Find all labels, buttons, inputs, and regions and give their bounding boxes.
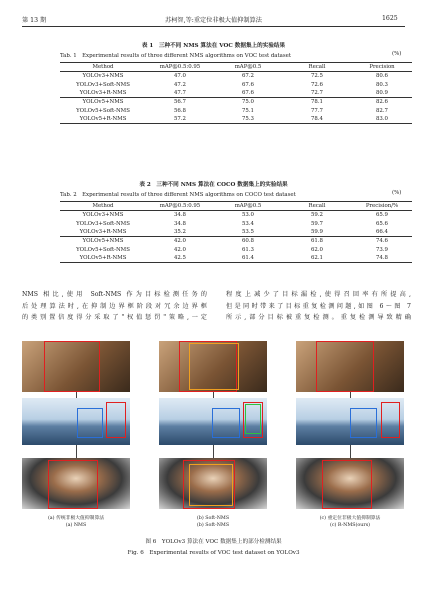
figure-caption-en: Fig. 6 Experimental results of VOC test dataset on YOLOv3 bbox=[127, 550, 300, 556]
value-cell: 42.0 bbox=[146, 237, 214, 246]
table2-header-recall: Recall bbox=[282, 202, 352, 211]
value-cell: 34.8 bbox=[173, 212, 186, 219]
table-row bbox=[60, 254, 412, 263]
value-cell: 53.5 bbox=[241, 228, 254, 235]
connector-line bbox=[350, 445, 351, 458]
table-row bbox=[60, 89, 412, 98]
sea-image-r-nms bbox=[296, 398, 404, 445]
person-image-r-nms bbox=[296, 458, 404, 509]
body-text-right bbox=[226, 289, 411, 324]
value-cell: 47.2 bbox=[173, 81, 186, 88]
method-cell: YOLOv3+R-NMS bbox=[79, 228, 127, 235]
value-cell: 59.9 bbox=[310, 228, 323, 235]
detection-box bbox=[350, 408, 377, 438]
subcaption-b bbox=[158, 515, 268, 529]
subcaption-c-cn: (c) 重定位非极大值抑制算法 bbox=[319, 516, 381, 521]
text-line: 程度上减少了目标漏检,使得召回率有所提高, bbox=[226, 291, 411, 298]
table2-caption-en: Tab. 2 Experimental results of three different NMS algorithms on COCO test dataset bbox=[60, 192, 296, 198]
detection-box bbox=[77, 408, 103, 438]
value-cell: 77.7 bbox=[310, 107, 323, 114]
value-cell: 73.9 bbox=[375, 246, 388, 253]
body-text-left bbox=[22, 289, 207, 324]
detection-box bbox=[245, 404, 261, 434]
table2-header-map5095: mAP@0.5:0.95 bbox=[146, 202, 214, 211]
value-cell: 65.9 bbox=[375, 212, 388, 219]
dog-image-nms bbox=[22, 341, 130, 392]
value-cell: 57.2 bbox=[146, 115, 214, 124]
value-cell: 78.4 bbox=[282, 115, 352, 124]
header-rule bbox=[22, 26, 405, 27]
table1 bbox=[60, 62, 412, 124]
table2-header-method: Method bbox=[60, 202, 146, 211]
table1-header-map5095: mAP@0.5:0.95 bbox=[146, 63, 214, 72]
detection-box bbox=[212, 408, 240, 438]
method-cell: YOLOv5+Soft-NMS bbox=[76, 107, 130, 114]
page-number: 1625 bbox=[382, 15, 398, 22]
detection-box bbox=[44, 341, 100, 392]
running-title: 苏柯智,等:重定位非极大值抑制算法 bbox=[165, 17, 262, 24]
dog-image-r-nms bbox=[296, 341, 404, 392]
value-cell: 75.3 bbox=[214, 115, 282, 124]
table2-header-precision: Precision/% bbox=[352, 202, 412, 211]
table1-header-precision: Precision bbox=[352, 63, 412, 72]
value-cell: 62.0 bbox=[310, 246, 323, 253]
value-cell: 53.0 bbox=[241, 212, 254, 219]
value-cell: 74.6 bbox=[352, 237, 412, 246]
text-line: 所示,部分目标被重复检测。重复检测导致精确 bbox=[226, 314, 411, 321]
value-cell: 47.7 bbox=[173, 89, 186, 96]
text-line: NMS 相比,使用 Soft-NMS 作为目标检测任务的 bbox=[22, 291, 207, 298]
table1-caption-cn: 表 1 三种不同 NMS 算法在 VOC 数据集上的实验结果 bbox=[141, 43, 286, 49]
connector-line bbox=[76, 392, 77, 398]
value-cell: 61.4 bbox=[214, 254, 282, 263]
table1-header-method: Method bbox=[60, 63, 146, 72]
detection-box bbox=[189, 464, 233, 506]
value-cell: 34.8 bbox=[173, 220, 186, 227]
value-cell: 78.1 bbox=[282, 98, 352, 107]
value-cell: 72.5 bbox=[310, 73, 323, 80]
method-cell: YOLOv5+R-NMS bbox=[60, 254, 146, 263]
table-row bbox=[60, 211, 412, 220]
person-image-soft-nms bbox=[159, 458, 267, 509]
sea-image-soft-nms bbox=[159, 398, 267, 445]
method-cell: YOLOv3+NMS bbox=[82, 73, 124, 80]
value-cell: 82.6 bbox=[352, 98, 412, 107]
value-cell: 80.3 bbox=[375, 81, 388, 88]
table-row bbox=[60, 237, 412, 246]
value-cell: 67.6 bbox=[241, 89, 254, 96]
method-cell: YOLOv3+NMS bbox=[82, 212, 124, 219]
value-cell: 61.3 bbox=[241, 246, 254, 253]
subcaption-a-en: (a) NMS bbox=[65, 523, 87, 528]
value-cell: 60.8 bbox=[214, 237, 282, 246]
subcaption-c bbox=[295, 515, 405, 529]
table-row bbox=[60, 98, 412, 107]
subcaption-a bbox=[21, 515, 131, 529]
connector-line bbox=[213, 392, 214, 398]
table1-caption-en: Tab. 1 Experimental results of three different NMS algorithms on VOC test dataset bbox=[60, 53, 292, 59]
detection-box bbox=[106, 402, 126, 438]
text-line: 的类别置信度得分采取了"权值惩罚"策略,一定 bbox=[22, 314, 207, 321]
value-cell: 62.1 bbox=[282, 254, 352, 263]
table-row bbox=[60, 80, 412, 88]
value-cell: 59.2 bbox=[310, 212, 323, 219]
detection-box bbox=[189, 343, 239, 390]
method-cell: YOLOv3+R-NMS bbox=[79, 89, 127, 96]
text-line: 后处理算法时,在抑制边界框阶段对冗余边界框 bbox=[22, 302, 207, 310]
value-cell: 72.7 bbox=[310, 89, 323, 96]
value-cell: 75.0 bbox=[214, 98, 282, 107]
sea-image-nms bbox=[22, 398, 130, 445]
value-cell: 72.6 bbox=[310, 81, 323, 88]
table-row bbox=[60, 219, 412, 227]
value-cell: 83.0 bbox=[352, 115, 412, 124]
value-cell: 75.1 bbox=[241, 107, 254, 114]
table2-unit: (%) bbox=[392, 190, 402, 196]
table2 bbox=[60, 201, 412, 263]
detection-box bbox=[316, 341, 374, 392]
text-line: 但是同时带来了目标重复检测问题,如图 6～图 7 bbox=[226, 302, 411, 310]
table1-header-map50: mAP@0.5 bbox=[214, 63, 282, 72]
value-cell: 56.7 bbox=[146, 98, 214, 107]
value-cell: 56.8 bbox=[173, 107, 186, 114]
method-cell: YOLOv5+NMS bbox=[60, 237, 146, 246]
table2-header-map50: mAP@0.5 bbox=[214, 202, 282, 211]
value-cell: 80.6 bbox=[375, 73, 388, 80]
table-row bbox=[60, 115, 412, 124]
subcaption-b-cn: (b) Soft-NMS bbox=[196, 516, 230, 521]
table-row bbox=[60, 228, 412, 237]
method-cell: YOLOv5+R-NMS bbox=[60, 115, 146, 124]
value-cell: 53.4 bbox=[241, 220, 254, 227]
table-row bbox=[60, 246, 412, 254]
subcaption-c-en: (c) R-NMS(ours) bbox=[329, 523, 371, 528]
value-cell: 82.7 bbox=[375, 107, 388, 114]
value-cell: 66.4 bbox=[375, 228, 388, 235]
value-cell: 42.5 bbox=[146, 254, 214, 263]
table-row bbox=[60, 72, 412, 81]
value-cell: 47.0 bbox=[173, 73, 186, 80]
value-cell: 80.9 bbox=[375, 89, 388, 96]
method-cell: YOLOv3+Soft-NMS bbox=[76, 81, 130, 88]
method-cell: YOLOv5+Soft-NMS bbox=[76, 246, 130, 253]
value-cell: 42.0 bbox=[173, 246, 186, 253]
person-image-nms bbox=[22, 458, 130, 509]
value-cell: 67.2 bbox=[241, 73, 254, 80]
value-cell: 61.8 bbox=[282, 237, 352, 246]
method-cell: YOLOv3+Soft-NMS bbox=[76, 220, 130, 227]
table2-caption-cn: 表 2 三种不同 NMS 算法在 COCO 数据集上的实验结果 bbox=[139, 182, 288, 188]
connector-line bbox=[350, 392, 351, 398]
detection-box bbox=[381, 402, 400, 438]
table1-unit: (%) bbox=[392, 51, 402, 57]
value-cell: 65.6 bbox=[375, 220, 388, 227]
detection-box bbox=[48, 460, 98, 509]
table1-header-recall: Recall bbox=[282, 63, 352, 72]
value-cell: 67.6 bbox=[241, 81, 254, 88]
figure-caption-cn: 图 6 YOLOv3 算法在 VOC 数据集上的部分检测结果 bbox=[145, 539, 282, 545]
value-cell: 35.2 bbox=[173, 228, 186, 235]
dog-image-soft-nms bbox=[159, 341, 267, 392]
value-cell: 59.7 bbox=[310, 220, 323, 227]
method-cell: YOLOv5+NMS bbox=[60, 98, 146, 107]
connector-line bbox=[213, 445, 214, 458]
connector-line bbox=[76, 445, 77, 458]
value-cell: 74.8 bbox=[352, 254, 412, 263]
issue-number: 第 13 期 bbox=[22, 17, 47, 24]
subcaption-a-cn: (a) 传统非极大值抑制算法 bbox=[47, 516, 105, 521]
table-row bbox=[60, 107, 412, 115]
detection-box bbox=[322, 460, 372, 509]
subcaption-b-en: (b) Soft-NMS bbox=[196, 523, 230, 528]
